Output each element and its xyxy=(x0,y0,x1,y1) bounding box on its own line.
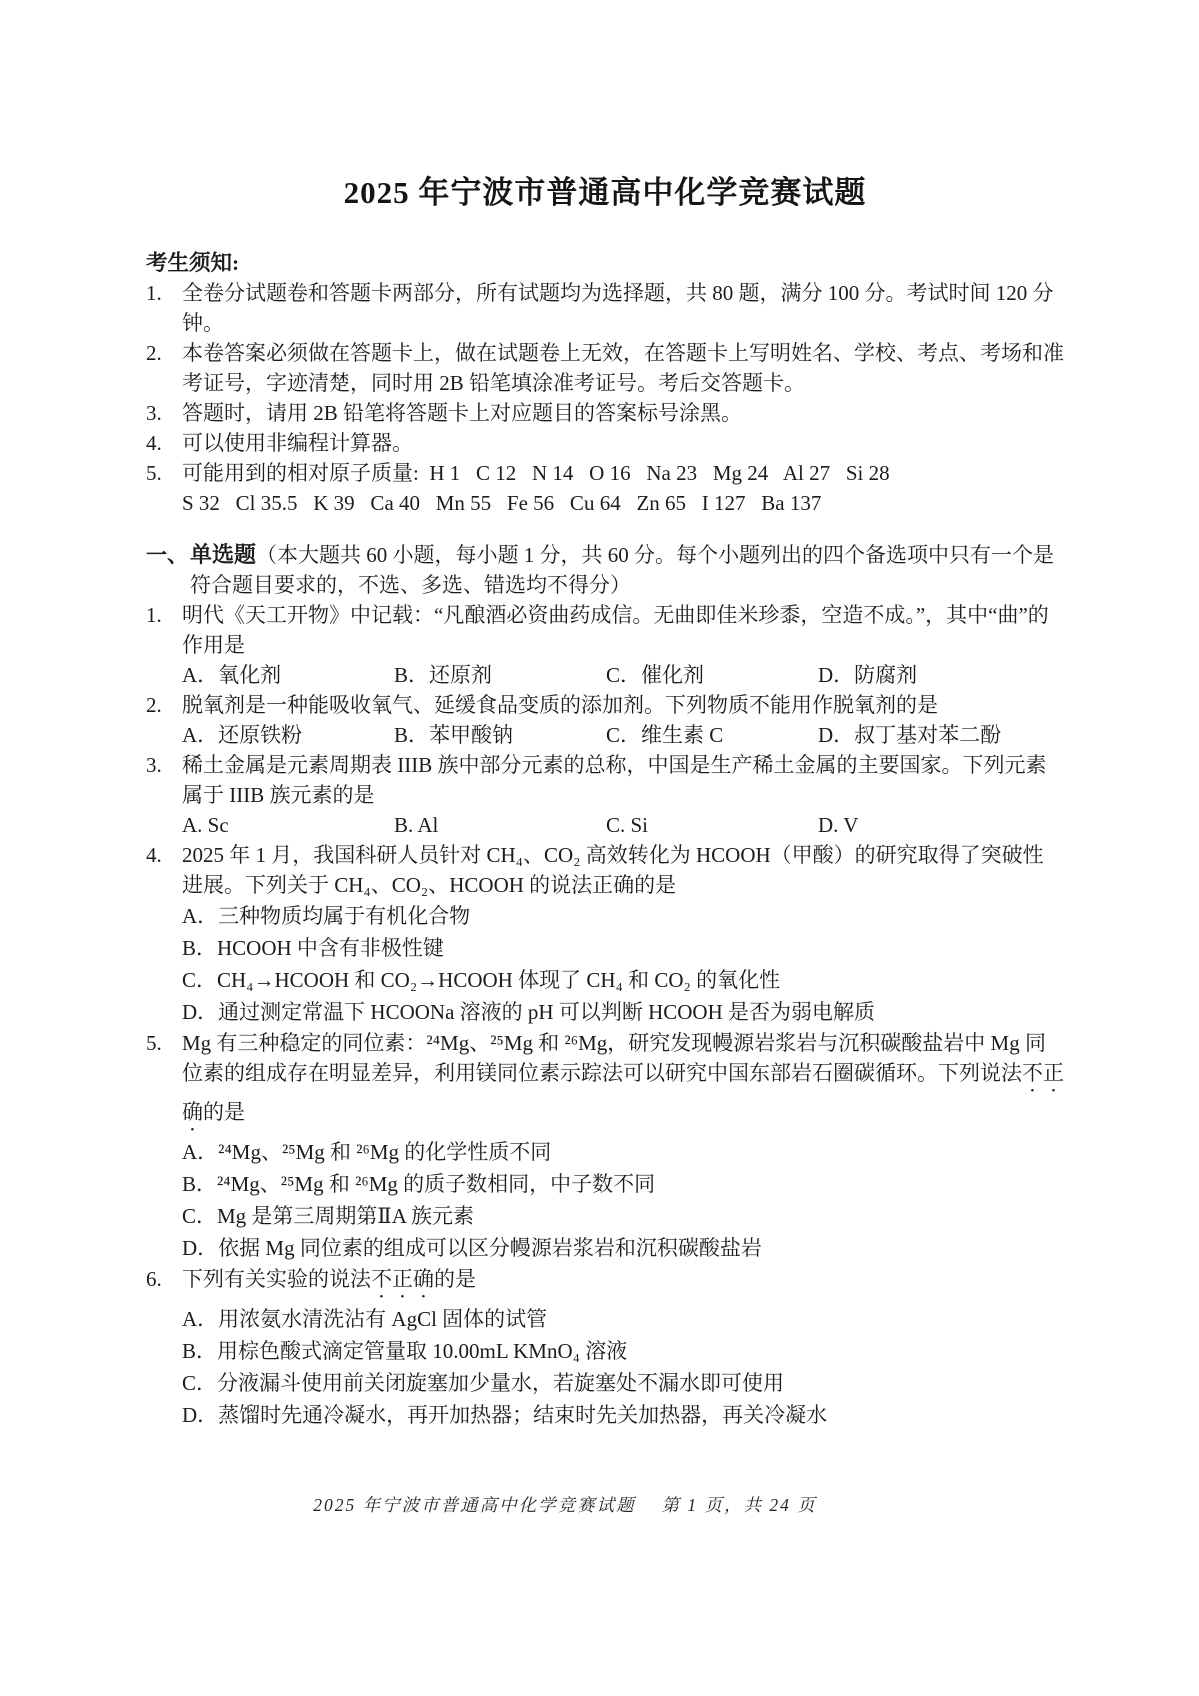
notice-item-number: 1. xyxy=(146,281,162,305)
notice-item-1 xyxy=(146,278,1064,338)
option-b: B．还原剂 xyxy=(394,663,493,687)
stem-emphasized-text: 不正确 xyxy=(182,1061,1064,1124)
question-body xyxy=(182,1264,1064,1431)
question-stem xyxy=(182,1028,1064,1136)
question-5 xyxy=(146,1028,1064,1264)
question-number: 6. xyxy=(146,1267,162,1291)
section-text xyxy=(190,540,1064,600)
notice-item-number: 3. xyxy=(146,401,162,425)
option-b: B．苯甲酸钠 xyxy=(394,723,514,747)
atomic-masses-line-2: S 32 Cl 35.5 K 39 Ca 40 Mn 55 Fe 56 Cu 64 Zn 65 I 127 Ba 137 xyxy=(182,491,822,515)
section-number: 一、 xyxy=(146,543,188,567)
question-number: 4. xyxy=(146,843,162,867)
notice-heading: 考生须知: xyxy=(146,251,240,275)
option-c: C．分液漏斗使用前关闭旋塞加少量水，若旋塞处不漏水即可使用 xyxy=(182,1371,785,1395)
notice-item-text: 答题时，请用 2B 铅笔将答题卡上对应题目的答案标号涂黑。 xyxy=(182,401,743,425)
question-options xyxy=(182,810,1064,840)
notice-item-text: 本卷答案必须做在答题卡上，做在试题卷上无效，在答题卡上写明姓名、学校、考点、考场和准考证号，字迹清楚，同时用 2B 铅笔填涂准考证号。考后交答题卡。 xyxy=(182,341,1064,395)
question-options xyxy=(182,720,1064,750)
question-body xyxy=(182,750,1064,840)
notice-item-text: 全卷分试题卷和答题卡两部分，所有试题均为选择题，共 80 题，满分 100 分。考试时间 120 分钟。 xyxy=(182,281,1054,335)
question-stem: 稀土金属是元素周期表 IIIB 族中部分元素的总称，中国是生产稀土金属的主要国家。下列元素属于 IIIB 族元素的是 xyxy=(182,753,1047,807)
question-stem: 明代《天工开物》中记载：“凡酿酒必资曲药成信。无曲即佳米珍黍，空造不成。”，其中“曲”的作用是 xyxy=(182,603,1049,657)
option-d: D．通过测定常温下 HCOONa 溶液的 pH 可以判断 HCOOH 是否为弱电解质 xyxy=(182,1000,875,1024)
option-c: C．维生素 C xyxy=(606,723,724,747)
option-d: D. V xyxy=(818,813,859,837)
question-stem: 脱氧剂是一种能吸收氧气、延缓食品变质的添加剂。下列物质不能用作脱氧剂的是 xyxy=(182,693,938,717)
option-c: C．Mg 是第三周期第ⅡA 族元素 xyxy=(182,1204,474,1228)
notice-item-text xyxy=(182,458,1064,518)
option-a: A．三种物质均属于有机化合物 xyxy=(182,904,471,928)
notice-item-2 xyxy=(146,338,1064,398)
option-d: D．依据 Mg 同位素的组成可以区分幔源岩浆岩和沉积碳酸盐岩 xyxy=(182,1236,762,1260)
notice-item-number: 5. xyxy=(146,461,162,485)
question-number: 3. xyxy=(146,753,162,777)
option-c: C. Si xyxy=(606,813,649,837)
option-a: A．用浓氨水清洗沾有 AgCl 固体的试管 xyxy=(182,1307,548,1331)
section-label: 单选题 xyxy=(190,542,257,567)
option-b: B．HCOOH 中含有非极性键 xyxy=(182,936,444,960)
option-a: A．氧化剂 xyxy=(182,663,282,687)
option-a: A. Sc xyxy=(182,813,229,837)
question-number: 5. xyxy=(146,1031,162,1055)
option-c: C．CH₄→HCOOH 和 CO₂→HCOOH 体现了 CH₄ 和 CO₂ 的氧化性 xyxy=(182,968,781,992)
atomic-masses-line-1: 可能用到的相对原子质量: H 1 C 12 N 14 O 16 Na 23 Mg 24 Al 27 Si 28 xyxy=(182,461,890,485)
question-1 xyxy=(146,600,1064,690)
stem-emphasized-text: 不正确 xyxy=(371,1267,434,1291)
question-stem: 2025 年 1 月，我国科研人员针对 CH₄、CO₂ 高效转化为 HCOOH（甲酸）的研究取得了突破性进展。下列关于 CH₄、CO₂、HCOOH 的说法正确的是 xyxy=(182,843,1044,897)
question-number: 1. xyxy=(146,603,162,627)
notice-item-3 xyxy=(146,398,1064,428)
question-6 xyxy=(146,1264,1064,1431)
question-3 xyxy=(146,750,1064,840)
page-content xyxy=(146,172,1064,1431)
option-c: C．催化剂 xyxy=(606,663,705,687)
page-title: 2025 年宁波市普通高中化学竞赛试题 xyxy=(343,175,867,210)
notice-item-5 xyxy=(146,458,1064,518)
question-body xyxy=(182,600,1064,690)
notice-item-number: 2. xyxy=(146,341,162,365)
question-options xyxy=(182,660,1064,690)
section-heading xyxy=(146,540,1064,600)
question-body xyxy=(182,1028,1064,1264)
option-b: B．²⁴Mg、²⁵Mg 和 ²⁶Mg 的质子数相同，中子数不同 xyxy=(182,1172,656,1196)
option-d: D．防腐剂 xyxy=(818,663,918,687)
question-body xyxy=(182,840,1064,1028)
notice-item-text: 可以使用非编程计算器。 xyxy=(182,431,413,455)
question-options xyxy=(182,901,1064,1028)
stem-text: 的是 xyxy=(203,1100,245,1124)
stem-text: Mg 有三种稳定的同位素：²⁴Mg、²⁵Mg 和 ²⁶Mg，研究发现幔源岩浆岩与沉积碳酸盐岩中 Mg 同位素的组成存在明显差异，利用镁同位素示踪法可以研究中国东部岩石圈碳循环。下列说法 xyxy=(182,1031,1046,1085)
section-description: （本大题共 60 小题，每小题 1 分，共 60 分。每个小题列出的四个备选项中只有一个是符合题目要求的，不选、多选、错选均不得分） xyxy=(190,543,1055,597)
page-footer: 2025 年宁波市普通高中化学竞赛试题 第 1 页，共 24 页 xyxy=(313,1495,817,1515)
question-body xyxy=(182,690,1064,750)
question-4 xyxy=(146,840,1064,1028)
option-b: B. Al xyxy=(394,813,439,837)
option-d: D．蒸馏时先通冷凝水，再开加热器；结束时先关加热器，再关冷凝水 xyxy=(182,1403,828,1427)
stem-text: 的是 xyxy=(434,1267,476,1291)
notice-item-4 xyxy=(146,428,1064,458)
question-options xyxy=(182,1137,1064,1264)
option-d: D．叔丁基对苯二酚 xyxy=(818,723,1002,747)
option-b: B．用棕色酸式滴定管量取 10.00mL KMnO₄ 溶液 xyxy=(182,1339,628,1363)
question-stem xyxy=(182,1264,1064,1303)
option-a: A．还原铁粉 xyxy=(182,723,303,747)
question-number: 2. xyxy=(146,693,162,717)
option-a: A．²⁴Mg、²⁵Mg 和 ²⁶Mg 的化学性质不同 xyxy=(182,1140,552,1164)
question-2 xyxy=(146,690,1064,750)
stem-text: 下列有关实验的说法 xyxy=(182,1267,371,1291)
question-options xyxy=(182,1304,1064,1431)
notice-item-number: 4. xyxy=(146,431,162,455)
